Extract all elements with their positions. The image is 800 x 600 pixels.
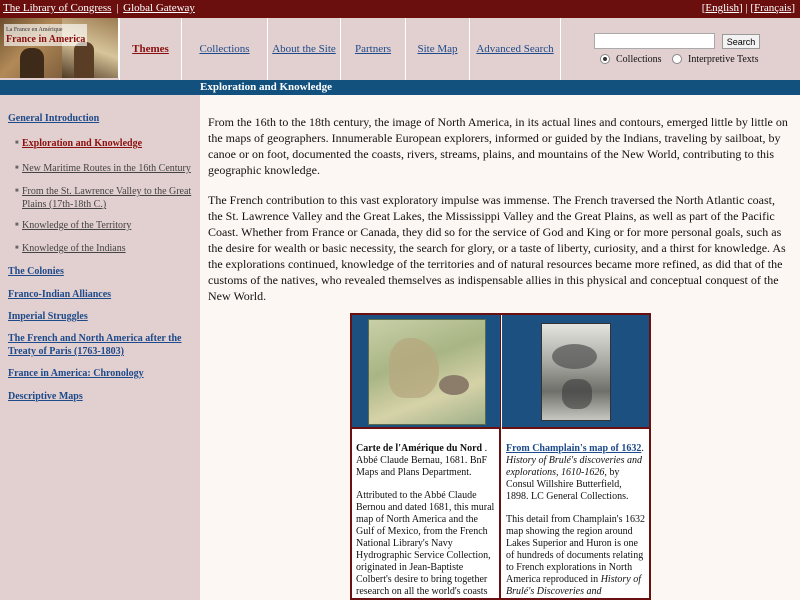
logo-figure-right (74, 42, 94, 78)
caption-right-book-title: History of Brulé's discoveries and explorations, 1610-1626 (506, 455, 643, 478)
nav-advanced-search-link[interactable]: Advanced Search (476, 43, 554, 55)
sidebar-sub-exploration-link[interactable]: Exploration and Knowledge (22, 138, 143, 149)
radio-interpretive-texts[interactable] (672, 52, 758, 66)
main-navigation (0, 18, 800, 80)
radio-interpretive-label: Interpretive Texts (688, 53, 759, 65)
map-lake-huron (562, 379, 592, 409)
sidebar-item-colonies[interactable] (8, 265, 196, 278)
nav-partners[interactable] (340, 18, 405, 80)
sidebar-item-descriptive-maps[interactable] (8, 390, 196, 403)
caption-right-source: , by Consul Willshire Butterfield, 1898. LC General Collections. (506, 467, 629, 502)
sidebar-sub-maritime[interactable] (15, 162, 196, 175)
sidebar-treaty-link[interactable]: The French and North America after the Treaty of Paris (1763-1803) (8, 333, 182, 357)
francais-link[interactable]: Français (754, 2, 792, 14)
sidebar-sub-territory[interactable] (15, 219, 196, 232)
gallery-image-frame (352, 315, 500, 429)
sidebar (0, 95, 200, 600)
sidebar-item-treaty[interactable] (8, 332, 196, 358)
sidebar-general-intro-link[interactable]: General Introduction (8, 113, 100, 124)
main-content (208, 114, 792, 318)
logo-title-text: France in America (6, 34, 86, 45)
radio-collections-label: Collections (616, 53, 662, 65)
section-title-bar (0, 80, 800, 95)
nav-themes[interactable] (119, 18, 181, 80)
caption-right-description-block (506, 514, 646, 598)
france-in-america-logo[interactable] (0, 18, 119, 78)
sidebar-sub-territory-link[interactable]: Knowledge of the Territory (22, 220, 132, 231)
logo-small-text: La France en Amérique (6, 27, 63, 33)
nav-sitemap-link[interactable]: Site Map (417, 43, 458, 55)
radio-interpretive-dot[interactable] (672, 54, 682, 64)
champlain-map-link[interactable]: From Champlain's map of 1632 (506, 443, 642, 454)
sidebar-sub-stlawrence-link[interactable]: From the St. Lawrence Valley to the Great Plains (17th-18th C.) (22, 186, 192, 210)
logo-title (4, 24, 87, 46)
nav-themes-link[interactable]: Themes (132, 43, 169, 55)
sidebar-item-chronology[interactable] (8, 367, 196, 380)
caption-right-title-block (506, 443, 646, 503)
sidebar-maps-link[interactable]: Descriptive Maps (8, 391, 83, 402)
bullet-icon: ■ (15, 188, 19, 194)
nav-partners-link[interactable]: Partners (354, 43, 392, 55)
caption-left-source: . Abbé Claude Bernau, 1681. BnF Maps and Plans Department. (356, 443, 488, 478)
radio-collections-dot[interactable] (600, 54, 610, 64)
intro-paragraph-1: From the 16th to the 18th century, the image of North America, in its actual lines and contours, emerged little by little on the maps of geographers. Innumerable European explorers, informed or guided by the Indians, traveling by sailboat, by canoe or on foot, documented the coasts, rivers, streams, plains, and mountains of the New World, contributing to this geographic knowledge. (208, 115, 788, 177)
library-of-congress-link[interactable]: The Library of Congress (3, 2, 112, 14)
map-landmass (389, 338, 439, 398)
nav-collections[interactable] (181, 18, 267, 80)
sidebar-sub-stlawrence[interactable] (15, 185, 196, 211)
sidebar-item-general-introduction[interactable] (8, 112, 196, 125)
caption-left-title-block (356, 443, 496, 479)
nav-sitemap[interactable] (405, 18, 469, 80)
bullet-icon: ■ (15, 140, 19, 146)
sidebar-chronology-link[interactable]: France in America: Chronology (8, 368, 144, 379)
caption-right-desc-title: History of Brulé's Discoveries and (506, 574, 641, 597)
map-island (439, 375, 469, 395)
caption-right-description: This detail from Champlain's 1632 map showing the region around Lakes Superior and Huron is one of hundreds of documents relating to French explorations in North America reproduced in (506, 514, 646, 585)
search-button[interactable]: Search (722, 34, 760, 49)
bernou-map-image[interactable] (368, 319, 486, 425)
top-bar (0, 0, 800, 18)
gallery-caption-right (506, 443, 646, 600)
top-left-links (3, 2, 195, 14)
bullet-icon: ■ (15, 222, 19, 228)
gallery-item-bernou-map (352, 315, 501, 600)
sidebar-sub-exploration[interactable] (15, 137, 196, 150)
sidebar-alliances-link[interactable]: Franco-Indian Alliances (8, 289, 112, 300)
gallery-item-champlain-map (502, 315, 651, 600)
sidebar-item-alliances[interactable] (8, 288, 196, 301)
radio-collections[interactable] (600, 52, 662, 66)
sidebar-item-imperial-struggles[interactable] (8, 310, 196, 323)
sidebar-sub-indians-link[interactable]: Knowledge of the Indians (22, 243, 126, 254)
lang-bracket-close: ] (791, 2, 795, 14)
caption-left-description: Attributed to the Abbé Claude Bernou and dated 1681, this mural map of North America and the Gulf of Mexico, from the French National Library's Navy Hydrographic Service Collection, originated in Jean-Baptiste Colbert's desire to bring together research on all the world's coasts (356, 490, 495, 597)
nav-collections-link[interactable]: Collections (199, 43, 250, 55)
image-gallery (350, 313, 651, 600)
nav-advanced-search[interactable] (469, 18, 560, 80)
nav-about[interactable] (267, 18, 340, 80)
caption-right-dot: . (641, 443, 644, 454)
english-link[interactable]: English (705, 2, 740, 14)
sidebar-colonies-link[interactable]: The Colonies (8, 266, 64, 277)
lang-bracket-open: [ (701, 2, 706, 14)
caption-left-title: Carte de l'Amérique du Nord (356, 443, 483, 454)
bullet-icon: ■ (15, 245, 19, 251)
champlain-map-image[interactable] (541, 323, 611, 421)
bullet-icon: ■ (15, 165, 19, 171)
global-gateway-link[interactable]: Global Gateway (123, 2, 195, 14)
sidebar-imperial-link[interactable]: Imperial Struggles (8, 311, 88, 322)
section-title: Exploration and Knowledge (200, 81, 333, 93)
intro-paragraph-2: The French contribution to this vast exploratory impulse was immense. The French traversed the North Atlantic coast, the St. Lawrence Valley and the Great Lakes, the Mississippi Valley and the Great Plains, as well as part of the Pacific Coast. Whether from France or Canada, they did so for the service of God and King or for more personal goals, such as the desire for wealth or basic necessity, the search for glory, or a taste of liberty, curiosity, and a thirst for knowledge. As the explorations continued, knowledge of the territories and of natural resources became more refined, as did that of the customs of the natives, who revealed themselves as indispensable allies in this physical and conceptual conquest of the New World. (208, 193, 786, 303)
logo-figure-left (20, 48, 44, 78)
map-lake-superior (552, 344, 597, 369)
sidebar-sub-maritime-link[interactable]: New Maritime Routes in the 16th Century (22, 163, 191, 174)
top-separator: | (116, 2, 119, 14)
sidebar-sub-indians[interactable] (15, 242, 196, 255)
lang-separator: ] | [ (739, 2, 755, 14)
search-panel (560, 18, 800, 80)
gallery-image-frame (502, 315, 650, 429)
gallery-caption-left (356, 443, 496, 600)
nav-about-link[interactable]: About the Site (272, 43, 336, 55)
language-switcher (702, 2, 795, 14)
search-input[interactable] (594, 33, 715, 49)
